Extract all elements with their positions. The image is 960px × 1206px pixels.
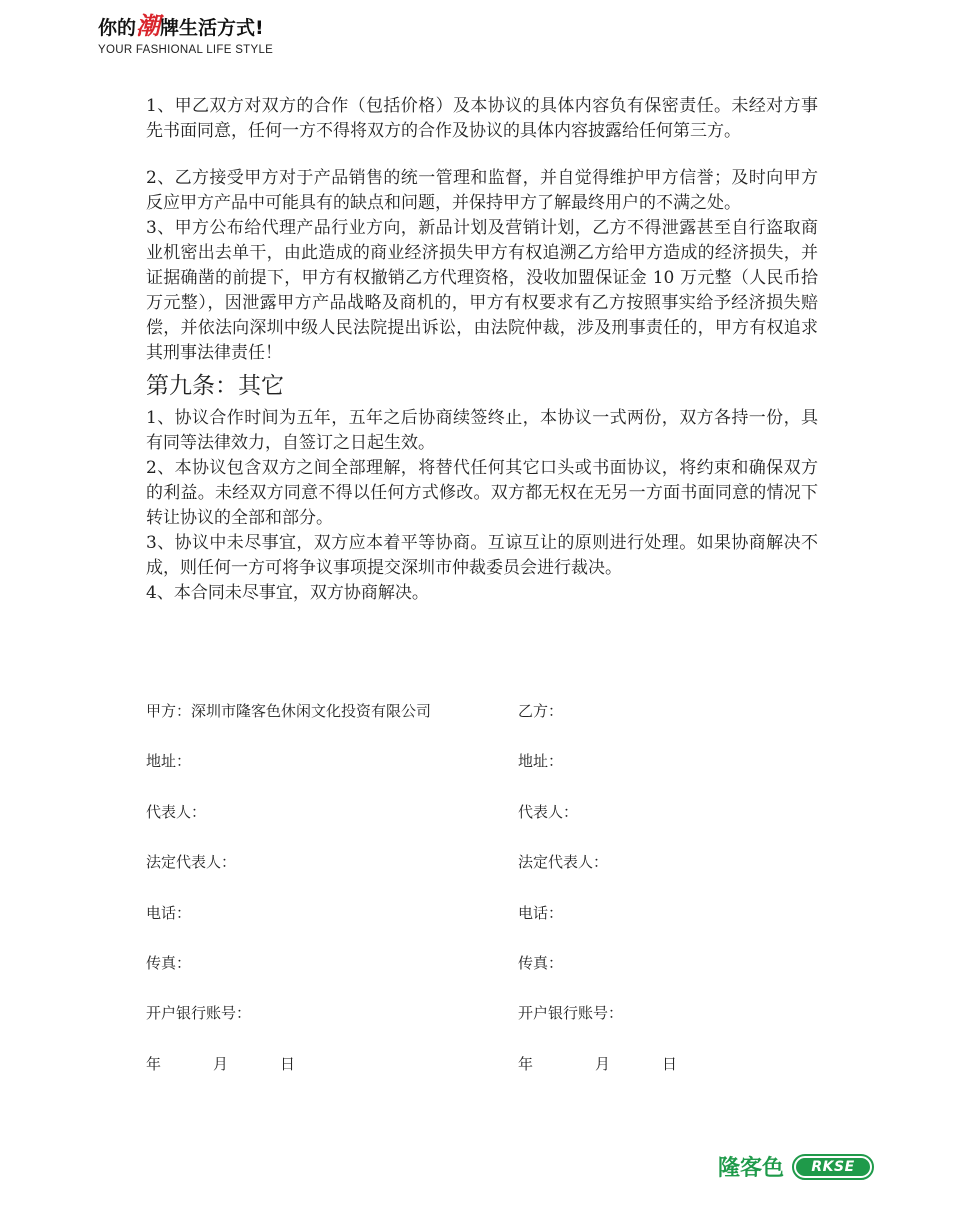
party-a-legal-rep: 法定代表人： <box>146 853 237 872</box>
party-a-phone: 电话： <box>146 903 192 922</box>
paragraph-gap <box>146 144 818 166</box>
party-b-month: 月 <box>595 1054 611 1073</box>
section-item-2: 2、本协议包含双方之间全部理解，将替代任何其它口头或书面协议，将约束和确保双方的利益。未经双方同意不得以任何方式修改。双方都无权在无另一方面书面同意的情况下转让协议的全部和部分。 <box>146 458 818 528</box>
contract-body <box>146 94 818 606</box>
party-b-phone: 电话： <box>518 903 564 922</box>
party-b-date <box>518 1053 677 1074</box>
signature-row-address <box>146 750 706 800</box>
party-b-day: 日 <box>662 1054 678 1073</box>
signature-row-party <box>146 700 706 750</box>
party-b-year: 年 <box>518 1054 534 1073</box>
slogan-cn-before: 你的 <box>98 17 137 39</box>
slogan-cn-accent: 潮 <box>136 12 161 40</box>
party-a-name: 甲方：深圳市隆客色休闲文化投资有限公司 <box>146 702 432 720</box>
brand-name-en: RKSE <box>796 1158 870 1176</box>
signature-row-date <box>146 1053 706 1103</box>
party-a-month: 月 <box>213 1054 229 1073</box>
party-a-representative: 代表人： <box>146 802 207 821</box>
signature-row-representative <box>146 801 706 851</box>
brand-logo <box>718 1151 874 1182</box>
slogan-en: YOUR FASHIONAL LIFE STYLE <box>98 44 274 56</box>
section-title: 第九条：其它 <box>146 373 284 399</box>
section-item-4: 4、本合同未尽事宜，双方协商解决。 <box>146 583 429 603</box>
party-b-address: 地址： <box>518 752 564 771</box>
brand-name-cn: 隆客色 <box>717 1156 784 1181</box>
party-b-fax: 传真： <box>518 953 564 972</box>
party-b-legal-rep: 法定代表人： <box>518 853 609 872</box>
signature-row-fax <box>146 952 706 1002</box>
signature-row-bank <box>146 1002 706 1052</box>
slogan-cn <box>98 6 273 41</box>
party-a-fax: 传真： <box>146 953 192 972</box>
brand-badge <box>792 1154 874 1180</box>
party-a-bank: 开户银行账号： <box>146 1004 252 1023</box>
party-a-date <box>146 1053 518 1074</box>
party-a-day: 日 <box>280 1054 296 1073</box>
clause-paragraph-3: 3、甲方公布给代理产品行业方向，新品计划及营销计划，乙方不得泄露甚至自行盗取商业机密出去单干，由此造成的商业经济损失甲方有权追溯乙方给甲方造成的经济损失，并证据确凿的前提下，甲方有权撤销乙方代理资格，没收加盟保证金 10 万元整（人民币拾万元整），因泄露甲方产品战略及商机的，甲方有权要求有乙方按照事实给予经济损失赔偿，并依法向深圳中级人民法院提出诉讼，由法院仲裁，涉及刑事责任的，甲方有权追求其刑事法律责任！ <box>146 218 818 363</box>
party-b-name: 乙方： <box>518 702 564 720</box>
section-item-1: 1、协议合作时间为五年，五年之后协商续签终止，本协议一式两份，双方各持一份，具有同等法律效力，自签订之日起生效。 <box>146 408 818 453</box>
party-b-representative: 代表人： <box>518 802 579 821</box>
party-a-year: 年 <box>146 1054 162 1073</box>
party-b-bank: 开户银行账号： <box>518 1004 624 1023</box>
signature-row-phone <box>146 902 706 952</box>
slogan-cn-after: 牌生活方式! <box>160 17 264 39</box>
header-logo <box>98 6 273 56</box>
signature-row-legal-rep <box>146 851 706 901</box>
clause-paragraph-1: 1、甲乙双方对双方的合作（包括价格）及本协议的具体内容负有保密责任。未经对方事先书面同意，任何一方不得将双方的合作及协议的具体内容披露给任何第三方。 <box>146 96 818 141</box>
party-a-address: 地址： <box>146 752 192 771</box>
signature-block <box>146 700 706 1103</box>
section-item-3: 3、协议中未尽事宜，双方应本着平等协商。互谅互让的原则进行处理。如果协商解决不成，则任何一方可将争议事项提交深圳市仲裁委员会进行裁决。 <box>146 533 818 578</box>
clause-paragraph-2: 2、乙方接受甲方对于产品销售的统一管理和监督，并自觉得维护甲方信誉；及时向甲方反应甲方产品中可能具有的缺点和问题，并保持甲方了解最终用户的不满之处。 <box>146 168 818 213</box>
